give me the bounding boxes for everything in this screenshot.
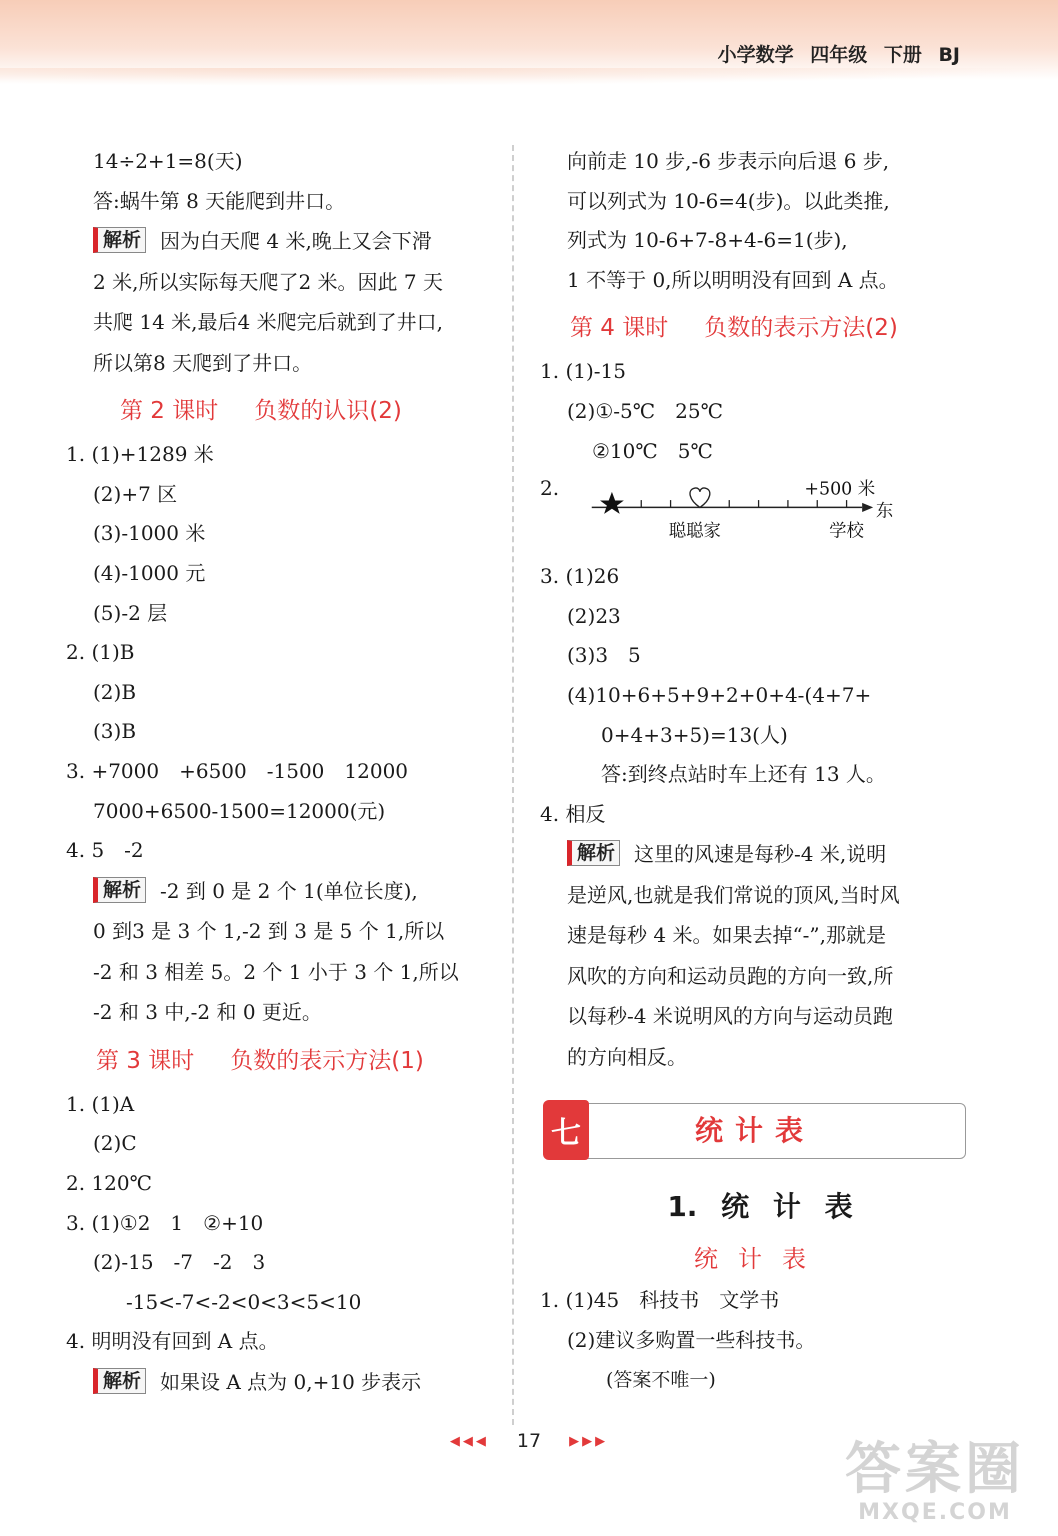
lesson-title: 统计表 (694, 1245, 826, 1274)
answer-line: 1. (1)+1289 米 (66, 442, 214, 467)
answer-line: (2)-15 -7 -2 3 (93, 1250, 266, 1275)
star-icon (600, 492, 624, 514)
right-column (540, 142, 980, 1400)
analysis-line: 2 米,所以实际每天爬了2 米。因此 7 天 (93, 269, 443, 294)
unit-title: 1. 统 计 表 (667, 1190, 853, 1224)
answer-line: 0+4+3+5)=13(人) (601, 722, 788, 747)
answer-line: (3)3 5 (567, 643, 641, 668)
analysis-line: 解析 因为白天爬 4 米,晚上又会下滑 (66, 221, 496, 262)
answer-line: -15<-7<-2<0<3<5<10 (126, 1289, 362, 1314)
chapter-title: 统计表 (694, 1114, 815, 1148)
answer-line: (5)-2 层 (93, 600, 168, 625)
watermark-text: 答案圈 (845, 1437, 1025, 1502)
answer-line: 4. 5 -2 (66, 838, 144, 863)
answer-line: (答案不唯一) (606, 1368, 716, 1391)
answer-line: (4)-1000 元 (93, 560, 206, 585)
analysis-line: 的方向相反。 (567, 1044, 687, 1069)
answer-line: 2. (1)B (66, 640, 135, 665)
analysis-line: -2 和 3 相差 5。2 个 1 小于 3 个 1,所以 (93, 959, 459, 984)
answer-line: (4)10+6+5+9+2+0+4-(4+7+ (567, 682, 872, 707)
column-divider (512, 145, 514, 1425)
heart-icon (690, 488, 710, 507)
answer-line: (3)B (93, 719, 137, 744)
answer-line: (2)①-5℃ 25℃ (567, 398, 723, 423)
distance-label: +500 米 (804, 479, 876, 500)
watermark-logo (830, 1437, 1040, 1530)
analysis-line: 风吹的方向和运动员跑的方向一致,所 (567, 963, 894, 988)
analysis-line: 所以第8 天爬到了井口。 (93, 350, 313, 375)
text-line: 可以列式为 10-6=4(步)。以此类推, (567, 188, 890, 213)
chapter-banner (544, 1103, 966, 1159)
answer-line: 1. (1)A (66, 1091, 135, 1116)
answer-line: 3. (1)①2 1 ②+10 (66, 1210, 264, 1235)
answer-line: 3. (1)26 (540, 564, 620, 589)
answer-line: 答:到终点站时车上还有 13 人。 (601, 762, 886, 787)
analysis-line: -2 和 3 中,-2 和 0 更近。 (93, 1000, 322, 1025)
analysis-line: 以每秒-4 米说明风的方向与运动员跑 (567, 1004, 893, 1029)
answer-line: 1. (1)45 科技书 文学书 (540, 1288, 780, 1313)
analysis-badge: 解析 (93, 227, 146, 253)
answer-line: ②10℃ 5℃ (592, 438, 713, 463)
answer-line: 1. (1)-15 (540, 359, 626, 384)
analysis-badge: 解析 (93, 877, 146, 903)
answer-line: 4. 相反 (540, 801, 606, 826)
question-2-block (540, 471, 980, 557)
answer-line: 7000+6500-1500=12000(元) (93, 798, 386, 823)
section-title-lesson-4: 第 4 课时 负数的表示方法(2) (570, 315, 898, 342)
text-line: 答:蜗牛第 8 天能爬到井口。 (93, 188, 346, 213)
answer-line: 2. 120℃ (66, 1170, 152, 1195)
number-line-diagram (567, 471, 897, 553)
analysis-line: 是逆风,也就是我们常说的顶风,当时风 (567, 882, 900, 907)
next-arrows-icon: ▶▶▶ (569, 1434, 609, 1449)
answer-line: (2)23 (567, 603, 621, 628)
prev-arrows-icon: ◀◀◀ (449, 1434, 489, 1449)
answer-line: 4. 明明没有回到 A 点。 (66, 1329, 279, 1354)
analysis-line: 解析 -2 到 0 是 2 个 1(单位长度), (66, 871, 496, 912)
watermark-url: MXQE.COM (858, 1500, 1012, 1525)
analysis-line: 解析 这里的风速是每秒-4 米,说明 (540, 834, 980, 875)
arrow-head-icon (862, 503, 873, 512)
text-line: 1 不等于 0,所以明明没有回到 A 点。 (567, 267, 899, 292)
text-line: 列式为 10-6+7-8+4-6=1(步), (567, 228, 848, 253)
page-number: 17 (516, 1430, 542, 1452)
left-column (66, 142, 496, 1402)
analysis-badge: 解析 (567, 840, 620, 866)
chapter-number: 七 (543, 1100, 589, 1160)
school-label: 学校 (829, 521, 864, 542)
analysis-line: 速是每秒 4 米。如果去掉“-”,那就是 (567, 923, 887, 948)
section-title-lesson-3: 第 3 课时 负数的表示方法(1) (96, 1047, 424, 1074)
analysis-line: 解析 如果设 A 点为 0,+10 步表示 (66, 1362, 496, 1403)
analysis-line: 0 到3 是 3 个 1,-2 到 3 是 5 个 1,所以 (93, 919, 445, 944)
analysis-line: 共爬 14 米,最后4 米爬完后就到了井口, (93, 310, 443, 335)
answer-line: (3)-1000 米 (93, 521, 206, 546)
question-number: 2. (540, 476, 560, 501)
answer-line: (2)B (93, 679, 137, 704)
analysis-badge: 解析 (93, 1368, 146, 1394)
page-header-title: 小学数学 四年级 下册 BJ (717, 44, 960, 66)
east-label: 东 (875, 501, 894, 522)
tick-marks (641, 500, 846, 507)
text-line: 14÷2+1=8(天) (93, 149, 243, 173)
answer-line: (2)+7 区 (93, 481, 178, 506)
section-title-lesson-2: 第 2 课时 负数的认识(2) (120, 398, 402, 425)
text-line: 向前走 10 步,-6 步表示向后退 6 步, (567, 149, 890, 173)
answer-line: (2)建议多购置一些科技书。 (567, 1327, 816, 1352)
answer-line: (2)C (93, 1131, 137, 1156)
home-label: 聪聪家 (668, 521, 721, 542)
answer-line: 3. +7000 +6500 -1500 12000 (66, 758, 409, 783)
